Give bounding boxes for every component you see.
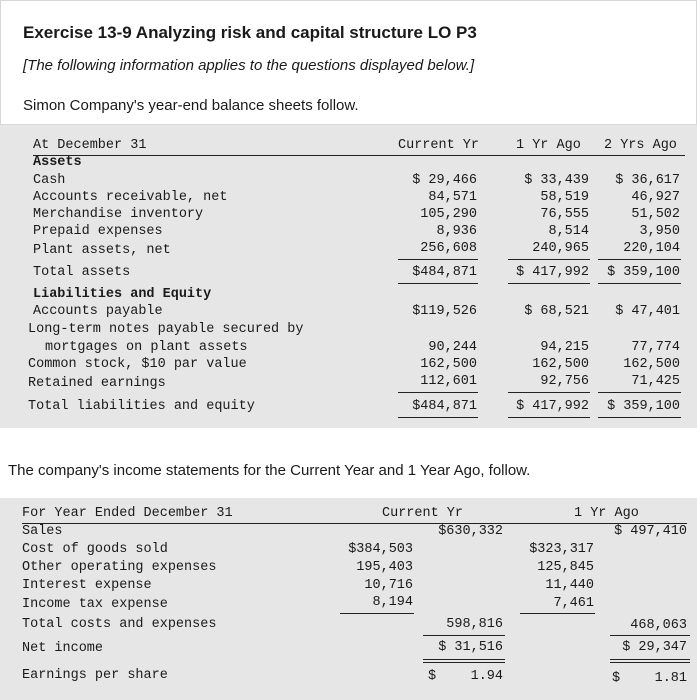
- is-current-eps-sign: $: [428, 669, 437, 684]
- is-1yr-net: $ 29,347: [622, 640, 687, 655]
- is-1yr-tax: 7,461: [553, 596, 594, 611]
- bs-2yr-total-le: $ 359,100: [607, 399, 680, 414]
- bs-2yr-ltn: 77,774: [631, 340, 680, 355]
- is-current-cogs: $384,503: [348, 542, 413, 557]
- is-1yr-interest: 11,440: [545, 578, 594, 593]
- bs-header-rule: [33, 155, 685, 156]
- is-current-net: $ 31,516: [438, 640, 503, 655]
- row-label-total-assets: Total assets: [33, 265, 131, 280]
- bs-1yr-ltn: 94,215: [540, 340, 589, 355]
- is-label-total: Total costs and expenses: [22, 617, 217, 632]
- is-current-eps: 1.94: [470, 669, 503, 684]
- rule-tax-1yr: [520, 613, 595, 614]
- is-current-interest: 10,716: [364, 578, 413, 593]
- rule-net-current-2: [423, 662, 505, 663]
- rule-plant-2yr: [598, 259, 681, 260]
- is-current-tax: 8,194: [372, 595, 413, 610]
- bs-current-total-le: $484,871: [412, 399, 477, 414]
- bs-1yr-prepaid: 8,514: [548, 224, 589, 239]
- bs-current-inventory: 105,290: [420, 207, 477, 222]
- is-1yr-eps-sign: $: [612, 671, 621, 686]
- is-label-net: Net income: [22, 641, 104, 656]
- bs-2yr-inventory: 51,502: [631, 207, 680, 222]
- bs-2yr-plant: 220,104: [623, 241, 680, 256]
- row-label-ltn-2: mortgages on plant assets: [45, 340, 248, 355]
- rule-net-1yr-1: [610, 659, 690, 660]
- bs-2yr-total-assets: $ 359,100: [607, 265, 680, 280]
- row-label-common: Common stock, $10 par value: [28, 357, 247, 372]
- bs-current-total-assets: $484,871: [412, 265, 477, 280]
- is-1yr-total: 468,063: [630, 618, 687, 633]
- is-label-interest: Interest expense: [22, 578, 152, 593]
- bs-col-2yr: 2 Yrs Ago: [604, 138, 677, 153]
- is-header-rule: [22, 523, 687, 524]
- rule-total-1yr: [508, 417, 590, 418]
- bs-2yr-common: 162,500: [623, 357, 680, 372]
- exercise-title: Exercise 13-9 Analyzing risk and capital structure LO P3: [23, 23, 477, 42]
- bs-1yr-total-le: $ 417,992: [516, 399, 589, 414]
- row-label-retained: Retained earnings: [28, 376, 166, 391]
- bs-2yr-ar: 46,927: [631, 190, 680, 205]
- is-col-current: Current Yr: [382, 506, 464, 521]
- is-label: For Year Ended December 31: [22, 506, 233, 521]
- rule-plant-1yr: [508, 259, 590, 260]
- bs-current-retained: 112,601: [420, 374, 477, 389]
- income-statement-intro: The company's income statements for the Current Year and 1 Year Ago, follow.: [8, 462, 531, 479]
- is-1yr-cogs: $323,317: [529, 542, 594, 557]
- is-1yr-other: 125,845: [537, 560, 594, 575]
- is-current-total: 598,816: [446, 617, 503, 632]
- bs-1yr-ar: 58,519: [540, 190, 589, 205]
- rule-assets-current: [398, 283, 478, 284]
- bs-2yr-ap: $ 47,401: [615, 304, 680, 319]
- is-label-cogs: Cost of goods sold: [22, 542, 168, 557]
- row-label-inventory: Merchandise inventory: [33, 207, 204, 222]
- rule-retained-1yr: [508, 392, 590, 393]
- rule-total-2yr: [598, 417, 681, 418]
- bs-current-ap: $119,526: [412, 304, 477, 319]
- rule-plant-current: [398, 259, 478, 260]
- bs-2yr-prepaid: 3,950: [639, 224, 680, 239]
- is-label-eps: Earnings per share: [22, 668, 168, 683]
- is-1yr-sales: $ 497,410: [614, 524, 687, 539]
- bs-1yr-plant: 240,965: [532, 241, 589, 256]
- balance-sheet-intro: Simon Company's year-end balance sheets follow.: [23, 97, 359, 114]
- rule-retained-2yr: [598, 392, 681, 393]
- bs-current-ar: 84,571: [428, 190, 477, 205]
- row-label-ltn-1: Long-term notes payable secured by: [28, 322, 304, 337]
- rule-net-current-1: [423, 659, 505, 660]
- bs-current-cash: $ 29,466: [412, 173, 477, 188]
- rule-total-costs-current: [423, 635, 505, 636]
- bs-1yr-total-assets: $ 417,992: [516, 265, 589, 280]
- bs-current-ltn: 90,244: [428, 340, 477, 355]
- rule-total-costs-1yr: [610, 635, 690, 636]
- is-current-other: 195,403: [356, 560, 413, 575]
- assets-heading: Assets: [33, 155, 82, 170]
- bs-1yr-cash: $ 33,439: [524, 173, 589, 188]
- bs-1yr-inventory: 76,555: [540, 207, 589, 222]
- row-label-total-le: Total liabilities and equity: [28, 399, 255, 414]
- bs-label: At December 31: [33, 138, 147, 153]
- is-current-sales: $630,332: [438, 524, 503, 539]
- row-label-ar: Accounts receivable, net: [33, 190, 228, 205]
- bs-current-plant: 256,608: [420, 241, 477, 256]
- bs-current-common: 162,500: [420, 357, 477, 372]
- liabilities-heading: Liabilities and Equity: [33, 287, 212, 302]
- rule-tax-current: [340, 613, 414, 614]
- bs-2yr-cash: $ 36,617: [615, 173, 680, 188]
- is-label-other: Other operating expenses: [22, 560, 217, 575]
- bs-current-prepaid: 8,936: [436, 224, 477, 239]
- rule-assets-2yr: [598, 283, 681, 284]
- row-label-prepaid: Prepaid expenses: [33, 224, 163, 239]
- bs-1yr-common: 162,500: [532, 357, 589, 372]
- bs-1yr-retained: 92,756: [540, 374, 589, 389]
- rule-retained-current: [398, 392, 478, 393]
- rule-assets-1yr: [508, 283, 590, 284]
- bs-1yr-ap: $ 68,521: [524, 304, 589, 319]
- bs-col-current: Current Yr: [398, 138, 480, 153]
- row-label-plant: Plant assets, net: [33, 243, 171, 258]
- exercise-header: [0, 0, 697, 125]
- bs-2yr-retained: 71,425: [631, 374, 680, 389]
- exercise-subtitle: [The following information applies to the questions displayed below.]: [23, 57, 475, 74]
- row-label-cash: Cash: [33, 173, 66, 188]
- is-label-tax: Income tax expense: [22, 597, 168, 612]
- rule-total-current: [398, 417, 478, 418]
- row-label-ap: Accounts payable: [33, 304, 163, 319]
- bs-col-1yr: 1 Yr Ago: [516, 138, 581, 153]
- is-1yr-eps: 1.81: [654, 671, 687, 686]
- rule-net-1yr-2: [610, 662, 690, 663]
- is-col-1yr: 1 Yr Ago: [574, 506, 639, 521]
- is-label-sales: Sales: [22, 524, 63, 539]
